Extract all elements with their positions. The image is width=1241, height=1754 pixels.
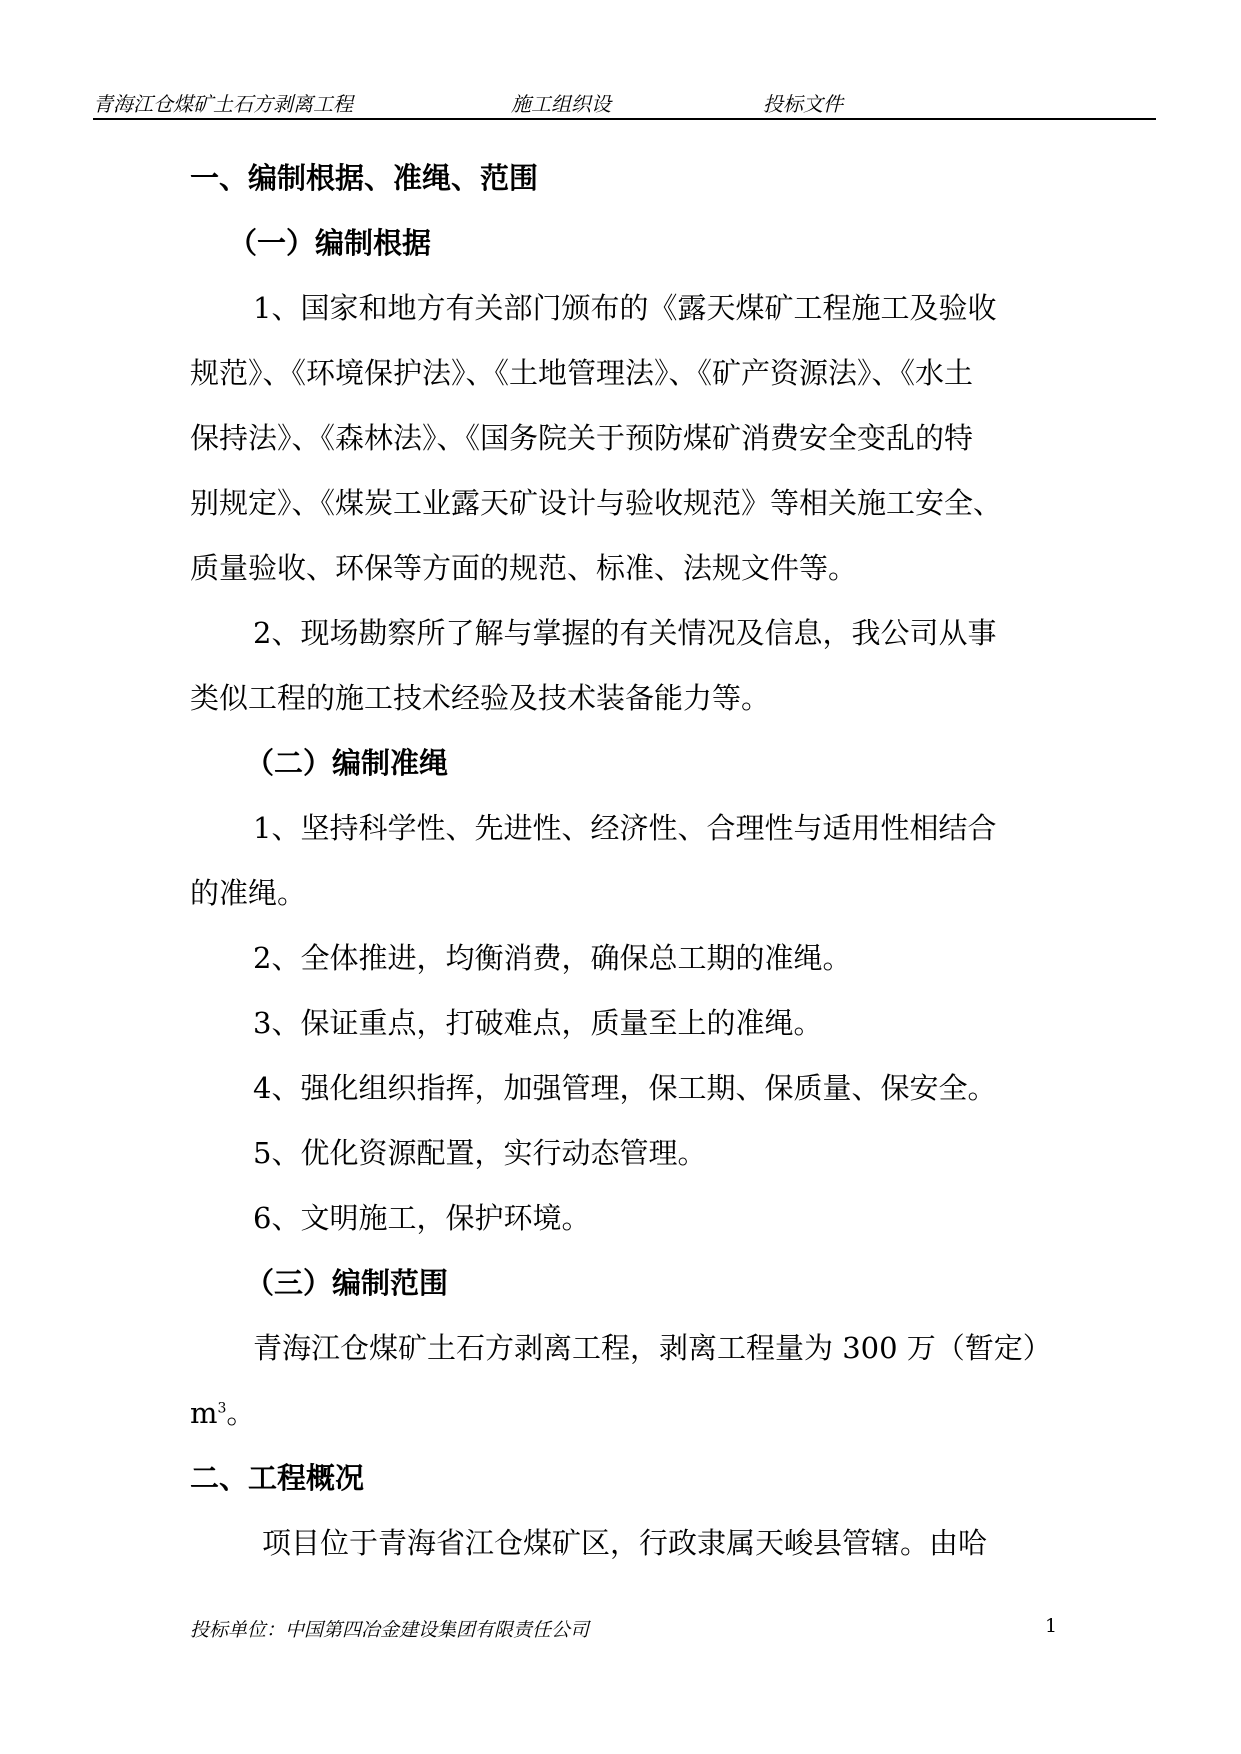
principle-line: 5、优化资源配置，实行动态管理。 — [253, 1136, 707, 1170]
page-number: 1 — [1045, 1615, 1058, 1637]
paragraph-line: 1、国家和地方有关部门颁布的《露天煤矿工程施工及验收 — [253, 291, 997, 325]
header-section-name: 施工组织设 — [511, 92, 611, 116]
paragraph-line: 别规定》、《煤炭工业露天矿设计与验收规范》等相关施工安全、 — [190, 486, 1003, 520]
principle-line: 3、保证重点，打破难点，质量至上的准绳。 — [253, 1006, 823, 1040]
overview-line: 项目位于青海省江仓煤矿区，行政隶属天峻县管辖。由哈 — [262, 1526, 988, 1560]
header-project-name: 青海江仓煤矿土石方剥离工程 — [93, 92, 353, 116]
scope-line: 青海江仓煤矿土石方剥离工程，剥离工程量为 300 万（暂定） — [253, 1331, 1052, 1365]
page-header — [93, 88, 1156, 120]
principle-line: 1、坚持科学性、先进性、经济性、合理性与适用性相结合 — [253, 811, 997, 845]
principle-line: 6、文明施工，保护环境。 — [253, 1201, 591, 1235]
subsection-3-heading: （三）编制范围 — [245, 1266, 449, 1300]
principle-line: 的准绳。 — [190, 876, 307, 910]
section-1-heading: 一、编制根据、准绳、范围 — [190, 161, 539, 195]
scope-line-unit — [190, 1393, 255, 1433]
paragraph-line: 保持法》、《森林法》、《国务院关于预防煤矿消费安全变乱的特 — [190, 421, 974, 455]
page-footer — [190, 1615, 1060, 1645]
unit-end-punct: 。 — [226, 1396, 256, 1430]
paragraph-line: 规范》、《环境保护法》、《土地管理法》、《矿产资源法》、《水土 — [190, 356, 974, 390]
unit-text: m — [190, 1396, 218, 1430]
subsection-2-heading: （二）编制准绳 — [245, 746, 449, 780]
section-2-heading: 二、工程概况 — [190, 1461, 365, 1495]
principle-line: 4、强化组织指挥，加强管理，保工期、保质量、保安全。 — [253, 1071, 997, 1105]
paragraph-line: 质量验收、环保等方面的规范、标准、法规文件等。 — [190, 551, 858, 585]
subsection-1-heading: （一）编制根据 — [228, 226, 432, 260]
principle-line: 2、全体推进，均衡消费，确保总工期的准绳。 — [253, 941, 852, 975]
unit-superscript: 3 — [217, 1400, 227, 1417]
header-doc-type: 投标文件 — [763, 92, 843, 116]
paragraph-line: 类似工程的施工技术经验及技术装备能力等。 — [190, 681, 771, 715]
paragraph-line: 2、现场勘察所了解与掌握的有关情况及信息，我公司从事 — [253, 616, 997, 650]
footer-bidder: 投标单位：中国第四冶金建设集团有限责任公司 — [190, 1619, 590, 1641]
